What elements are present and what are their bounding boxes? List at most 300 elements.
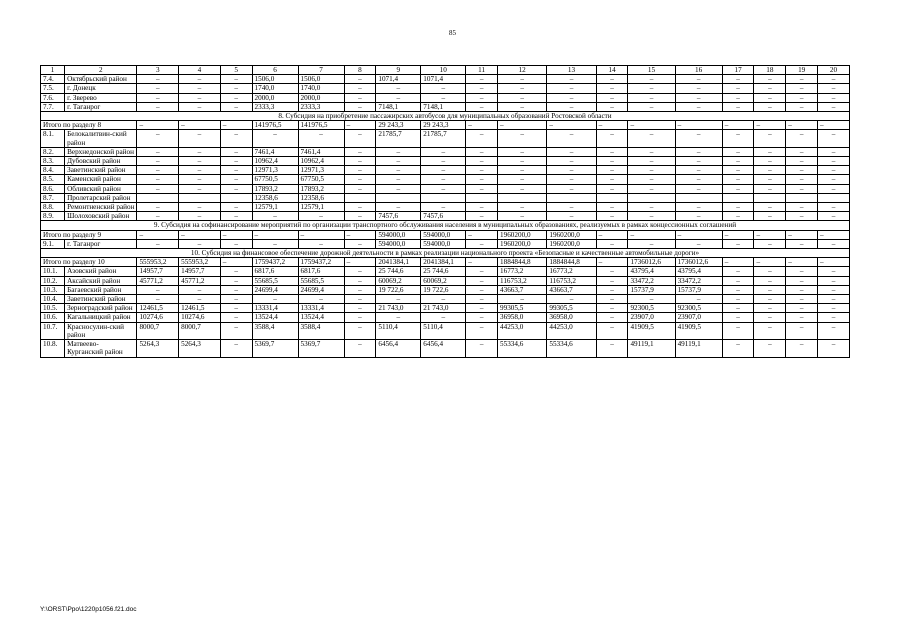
- column-number-cell: 3: [137, 66, 179, 75]
- table-cell: 7461,4: [252, 147, 298, 156]
- table-cell: –: [547, 157, 596, 166]
- table-cell: 1736012,6: [628, 258, 675, 267]
- table-row: [41, 203, 850, 212]
- table-cell: –: [722, 147, 754, 156]
- table-cell: –: [675, 102, 722, 111]
- table-cell: 116753,2: [547, 276, 596, 285]
- table-row: [41, 147, 850, 156]
- table-cell: –: [344, 267, 376, 276]
- table-cell: –: [675, 203, 722, 212]
- table-cell: –: [722, 239, 754, 248]
- total-label: Итого по разделу 9: [41, 230, 137, 239]
- table-row: [41, 285, 850, 294]
- column-number-cell: 9: [376, 66, 421, 75]
- table-row: [41, 93, 850, 102]
- table-cell: –: [675, 230, 722, 239]
- table-cell: –: [818, 295, 850, 304]
- table-cell: –: [220, 147, 252, 156]
- table-cell: –: [722, 130, 754, 147]
- table-cell: –: [628, 147, 675, 156]
- table-cell: –: [137, 184, 179, 193]
- table-cell: –: [179, 230, 221, 239]
- table-cell: –: [498, 75, 547, 84]
- table-cell: –: [786, 285, 818, 294]
- table-cell: –: [344, 239, 376, 248]
- table-cell: –: [179, 75, 221, 84]
- table-row: [41, 84, 850, 93]
- table-cell: –: [754, 93, 786, 102]
- section-total-row: [41, 121, 850, 130]
- municipality-name: Багаевский район: [65, 285, 137, 294]
- table-cell: –: [818, 203, 850, 212]
- table-cell: –: [252, 230, 298, 239]
- table-cell: –: [754, 313, 786, 322]
- table-cell: 1884844,8: [547, 258, 596, 267]
- table-cell: 41909,5: [675, 322, 722, 339]
- table-row: [41, 175, 850, 184]
- table-cell: –: [596, 157, 628, 166]
- table-cell: –: [628, 84, 675, 93]
- table-row: [41, 193, 850, 202]
- table-cell: 116753,2: [498, 276, 547, 285]
- table-cell: –: [344, 285, 376, 294]
- table-cell: 60069,2: [376, 276, 421, 285]
- column-number-cell: 17: [722, 66, 754, 75]
- table-cell: –: [344, 304, 376, 313]
- table-cell: 24699,4: [252, 285, 298, 294]
- table-cell: 99305,5: [498, 304, 547, 313]
- table-cell: –: [252, 212, 298, 221]
- table-cell: –: [596, 295, 628, 304]
- municipality-name: Матвеево-Курганский район: [65, 340, 137, 357]
- table-cell: –: [722, 304, 754, 313]
- table-cell: 10274,6: [179, 313, 221, 322]
- table-cell: –: [466, 147, 498, 156]
- table-cell: –: [466, 267, 498, 276]
- table-cell: –: [421, 93, 466, 102]
- table-cell: 41909,5: [628, 322, 675, 339]
- table-cell: 21785,7: [376, 130, 421, 147]
- table-cell: 2000,0: [298, 93, 344, 102]
- table-cell: 45771,2: [137, 276, 179, 285]
- section-heading: 10. Субсидия на финансовое обеспечение дорожной деятельности в рамках реализации национального проекта «Безопасные и качественные автомобильные дороги»: [41, 249, 850, 258]
- table-cell: 36958,0: [498, 313, 547, 322]
- table-cell: –: [421, 184, 466, 193]
- table-cell: 2000,0: [252, 93, 298, 102]
- table-cell: 5369,7: [298, 340, 344, 357]
- table-cell: –: [220, 276, 252, 285]
- table-cell: –: [596, 239, 628, 248]
- row-number: 10.5.: [41, 304, 65, 313]
- table-cell: 43795,4: [628, 267, 675, 276]
- section-total-row: [41, 230, 850, 239]
- table-cell: –: [220, 340, 252, 357]
- table-cell: –: [220, 322, 252, 339]
- table-cell: –: [421, 295, 466, 304]
- table-cell: [421, 193, 466, 202]
- table-cell: 12579,1: [298, 203, 344, 212]
- row-number: 10.2.: [41, 276, 65, 285]
- table-cell: –: [466, 340, 498, 357]
- table-cell: [220, 193, 252, 202]
- table-cell: 29 243,3: [421, 121, 466, 130]
- row-number: 7.5.: [41, 84, 65, 93]
- table-row: [41, 239, 850, 248]
- table-cell: –: [675, 121, 722, 130]
- table-cell: –: [498, 84, 547, 93]
- table-cell: –: [675, 147, 722, 156]
- table-cell: 141976,5: [298, 121, 344, 130]
- table-cell: –: [754, 267, 786, 276]
- table-cell: 2041384,1: [421, 258, 466, 267]
- table-cell: 25 744,6: [376, 267, 421, 276]
- table-cell: 13524,4: [298, 313, 344, 322]
- table-cell: –: [220, 203, 252, 212]
- table-cell: –: [179, 184, 221, 193]
- table-cell: –: [754, 157, 786, 166]
- table-cell: –: [137, 84, 179, 93]
- table-cell: 49119,1: [628, 340, 675, 357]
- table-cell: –: [786, 93, 818, 102]
- table-cell: 2333,3: [252, 102, 298, 111]
- table-cell: –: [466, 102, 498, 111]
- table-cell: –: [179, 166, 221, 175]
- column-number-cell: 14: [596, 66, 628, 75]
- table-cell: –: [466, 203, 498, 212]
- row-number: 10.6.: [41, 313, 65, 322]
- table-cell: 1759437,2: [252, 258, 298, 267]
- table-cell: 49119,1: [675, 340, 722, 357]
- table-cell: –: [675, 130, 722, 147]
- table-cell: –: [376, 184, 421, 193]
- table-cell: –: [722, 84, 754, 93]
- table-cell: –: [818, 285, 850, 294]
- table-cell: –: [498, 93, 547, 102]
- table-body: [41, 66, 850, 358]
- table-cell: –: [754, 130, 786, 147]
- table-cell: –: [818, 157, 850, 166]
- page-number: 85: [449, 29, 456, 37]
- table-cell: –: [466, 184, 498, 193]
- table-cell: –: [596, 84, 628, 93]
- table-cell: 55334,6: [547, 340, 596, 357]
- table-cell: 1071,4: [376, 75, 421, 84]
- table-cell: –: [498, 157, 547, 166]
- table-cell: –: [818, 175, 850, 184]
- table-cell: –: [818, 267, 850, 276]
- table-cell: –: [421, 175, 466, 184]
- column-number-cell: 13: [547, 66, 596, 75]
- table-cell: –: [818, 258, 850, 267]
- table-cell: –: [179, 239, 221, 248]
- row-number: 9.1.: [41, 239, 65, 248]
- table-cell: 6456,4: [376, 340, 421, 357]
- municipality-name: Азовский район: [65, 267, 137, 276]
- table-cell: –: [628, 212, 675, 221]
- table-cell: –: [596, 313, 628, 322]
- table-cell: –: [547, 295, 596, 304]
- table-cell: –: [344, 84, 376, 93]
- table-cell: –: [818, 75, 850, 84]
- table-cell: –: [344, 157, 376, 166]
- table-cell: 1736012,6: [675, 258, 722, 267]
- column-number-cell: 6: [252, 66, 298, 75]
- table-cell: –: [466, 295, 498, 304]
- table-cell: 92300,5: [628, 304, 675, 313]
- table-cell: –: [675, 84, 722, 93]
- table-cell: –: [547, 75, 596, 84]
- section-heading: 9. Субсидия на софинансирование мероприятий по организации транспортного обслуживания населения в муниципальных образованиях, реализуемых в рамках концессионных соглашений: [41, 221, 850, 230]
- table-cell: –: [675, 175, 722, 184]
- table-cell: –: [498, 147, 547, 156]
- table-cell: –: [376, 295, 421, 304]
- table-cell: 55685,5: [298, 276, 344, 285]
- table-cell: –: [220, 166, 252, 175]
- table-cell: [786, 193, 818, 202]
- table-cell: 67750,5: [252, 175, 298, 184]
- table-cell: –: [628, 121, 675, 130]
- table-cell: 1759437,2: [298, 258, 344, 267]
- table-cell: –: [252, 239, 298, 248]
- table-cell: –: [137, 285, 179, 294]
- table-row: [41, 276, 850, 285]
- table-cell: 23907,0: [628, 313, 675, 322]
- table-cell: –: [722, 340, 754, 357]
- table-cell: 7457,6: [376, 212, 421, 221]
- table-cell: –: [818, 230, 850, 239]
- table-cell: –: [596, 276, 628, 285]
- table-cell: –: [628, 102, 675, 111]
- table-cell: –: [421, 147, 466, 156]
- table-cell: –: [466, 212, 498, 221]
- table-cell: –: [498, 166, 547, 175]
- table-cell: –: [754, 184, 786, 193]
- table-cell: –: [722, 184, 754, 193]
- table-cell: –: [754, 304, 786, 313]
- municipality-name: Дубовский район: [65, 157, 137, 166]
- table-cell: –: [596, 93, 628, 102]
- table-cell: –: [786, 121, 818, 130]
- table-cell: 15737,9: [675, 285, 722, 294]
- table-cell: –: [628, 239, 675, 248]
- table-cell: –: [376, 166, 421, 175]
- table-cell: –: [754, 322, 786, 339]
- municipality-name: Заветинский район: [65, 166, 137, 175]
- table-cell: –: [344, 147, 376, 156]
- table-cell: 1506,0: [252, 75, 298, 84]
- table-cell: 29 243,3: [376, 121, 421, 130]
- table-cell: 19 722,6: [376, 285, 421, 294]
- table-cell: 24699,4: [298, 285, 344, 294]
- table-cell: –: [498, 295, 547, 304]
- table-cell: –: [722, 313, 754, 322]
- table-cell: –: [628, 295, 675, 304]
- table-cell: –: [596, 75, 628, 84]
- table-cell: –: [421, 157, 466, 166]
- table-cell: –: [421, 166, 466, 175]
- table-cell: –: [754, 102, 786, 111]
- table-cell: [596, 193, 628, 202]
- table-row: [41, 212, 850, 221]
- table-cell: –: [722, 285, 754, 294]
- table-cell: –: [220, 130, 252, 147]
- table-cell: [818, 193, 850, 202]
- table-cell: –: [179, 212, 221, 221]
- table-cell: –: [754, 203, 786, 212]
- table-cell: 13331,4: [252, 304, 298, 313]
- table-cell: 5264,3: [179, 340, 221, 357]
- table-cell: 594000,0: [376, 239, 421, 248]
- table-cell: –: [722, 157, 754, 166]
- table-row: [41, 267, 850, 276]
- section-heading-row: [41, 112, 850, 121]
- table-cell: –: [596, 203, 628, 212]
- row-number: 8.4.: [41, 166, 65, 175]
- table-cell: –: [675, 75, 722, 84]
- municipality-name: Ремонтненский район: [65, 203, 137, 212]
- table-row: [41, 295, 850, 304]
- table-cell: –: [786, 203, 818, 212]
- table-cell: 7461,4: [298, 147, 344, 156]
- table-cell: –: [675, 93, 722, 102]
- total-label: Итого по разделу 10: [41, 258, 137, 267]
- municipality-name: Шолоховский район: [65, 212, 137, 221]
- table-cell: –: [596, 121, 628, 130]
- table-cell: –: [754, 285, 786, 294]
- table-cell: –: [754, 276, 786, 285]
- table-cell: –: [376, 84, 421, 93]
- table-cell: –: [421, 84, 466, 93]
- table-cell: –: [754, 340, 786, 357]
- table-cell: –: [466, 322, 498, 339]
- table-cell: 33472,2: [628, 276, 675, 285]
- table-cell: –: [298, 130, 344, 147]
- table-cell: –: [344, 166, 376, 175]
- table-cell: –: [818, 130, 850, 147]
- table-cell: –: [547, 212, 596, 221]
- row-number: 8.6.: [41, 184, 65, 193]
- table-cell: 13331,4: [298, 304, 344, 313]
- municipality-name: Каменский район: [65, 175, 137, 184]
- table-cell: 6817,6: [252, 267, 298, 276]
- table-cell: 594000,0: [421, 230, 466, 239]
- table-cell: 21 743,0: [376, 304, 421, 313]
- table-cell: –: [298, 239, 344, 248]
- table-cell: –: [628, 93, 675, 102]
- table-cell: –: [376, 93, 421, 102]
- table-cell: –: [137, 121, 179, 130]
- table-cell: –: [818, 313, 850, 322]
- table-cell: –: [498, 121, 547, 130]
- table-cell: –: [252, 295, 298, 304]
- table-cell: –: [754, 239, 786, 248]
- table-cell: –: [596, 212, 628, 221]
- table-cell: –: [344, 121, 376, 130]
- table-cell: 5369,7: [252, 340, 298, 357]
- table-cell: 7148,1: [421, 102, 466, 111]
- table-cell: 1960200,0: [547, 239, 596, 248]
- column-number-cell: 10: [421, 66, 466, 75]
- row-number: 10.4.: [41, 295, 65, 304]
- table-cell: –: [596, 340, 628, 357]
- column-number-cell: 19: [786, 66, 818, 75]
- table-cell: –: [220, 93, 252, 102]
- table-cell: –: [376, 313, 421, 322]
- table-cell: –: [466, 230, 498, 239]
- table-cell: –: [220, 304, 252, 313]
- table-cell: –: [137, 212, 179, 221]
- table-cell: –: [818, 102, 850, 111]
- table-cell: 16773,2: [547, 267, 596, 276]
- column-number-cell: 11: [466, 66, 498, 75]
- table-cell: –: [220, 230, 252, 239]
- table-cell: 43663,7: [547, 285, 596, 294]
- table-cell: –: [547, 102, 596, 111]
- column-number-cell: 15: [628, 66, 675, 75]
- table-cell: –: [344, 230, 376, 239]
- table-cell: 44253,0: [498, 322, 547, 339]
- column-number-cell: 7: [298, 66, 344, 75]
- table-cell: [722, 193, 754, 202]
- table-cell: [466, 193, 498, 202]
- table-cell: 7457,6: [421, 212, 466, 221]
- table-cell: –: [786, 295, 818, 304]
- row-number: 7.6.: [41, 93, 65, 102]
- row-number: 8.2.: [41, 147, 65, 156]
- row-number: 8.3.: [41, 157, 65, 166]
- table-cell: 1740,0: [298, 84, 344, 93]
- row-number: 10.7.: [41, 322, 65, 339]
- table-cell: –: [344, 175, 376, 184]
- table-cell: –: [818, 212, 850, 221]
- row-number: 8.1.: [41, 130, 65, 147]
- table-cell: –: [786, 184, 818, 193]
- table-cell: 10962,4: [298, 157, 344, 166]
- table-cell: –: [628, 75, 675, 84]
- table-cell: –: [344, 130, 376, 147]
- table-cell: 21 743,0: [421, 304, 466, 313]
- table-cell: –: [466, 304, 498, 313]
- table-cell: –: [137, 175, 179, 184]
- table-cell: –: [344, 313, 376, 322]
- table-cell: –: [220, 285, 252, 294]
- table-cell: –: [722, 276, 754, 285]
- table-cell: –: [220, 258, 252, 267]
- table-cell: –: [547, 175, 596, 184]
- column-number-cell: 18: [754, 66, 786, 75]
- table-cell: –: [754, 84, 786, 93]
- table-cell: –: [220, 184, 252, 193]
- table-cell: –: [547, 93, 596, 102]
- table-cell: –: [628, 130, 675, 147]
- table-cell: –: [786, 84, 818, 93]
- table-cell: –: [344, 102, 376, 111]
- table-cell: –: [628, 157, 675, 166]
- table-cell: 55334,6: [498, 340, 547, 357]
- table-cell: 12971,3: [252, 166, 298, 175]
- table-cell: –: [754, 121, 786, 130]
- table-cell: –: [786, 75, 818, 84]
- table-cell: –: [786, 130, 818, 147]
- table-cell: –: [786, 304, 818, 313]
- table-cell: –: [252, 130, 298, 147]
- table-cell: –: [596, 184, 628, 193]
- table-cell: –: [628, 175, 675, 184]
- table-cell: –: [344, 93, 376, 102]
- table-cell: [179, 193, 221, 202]
- table-cell: 3588,4: [252, 322, 298, 339]
- table-cell: –: [722, 102, 754, 111]
